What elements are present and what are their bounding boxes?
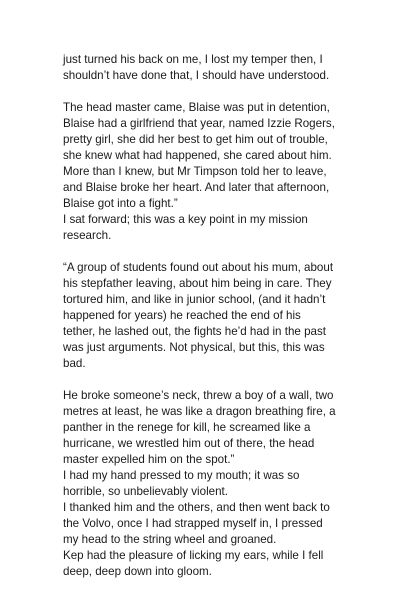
text-line: shouldn’t have done that, I should have understood. bbox=[63, 69, 330, 82]
text-line: More than I knew, but Mr Timpson told her to leave, bbox=[63, 165, 327, 178]
text-line: just turned his back on me, I lost my temper then, I bbox=[63, 53, 323, 66]
text-line: the Volvo, once I had strapped myself in, I pressed bbox=[63, 517, 323, 530]
text-line: I had my hand pressed to my mouth; it was so bbox=[63, 469, 300, 482]
text-line: hurricane, we wrestled him out of there, the head bbox=[63, 437, 315, 450]
text-line: pretty girl, she did her best to get him out of trouble, bbox=[63, 133, 328, 146]
paragraph-3 bbox=[63, 260, 381, 372]
document-page bbox=[63, 52, 381, 580]
text-line: research. bbox=[63, 229, 112, 242]
text-line: panther in the renege for kill, he screamed like a bbox=[63, 421, 311, 434]
text-line: I thanked him and the others, and then went back to bbox=[63, 501, 330, 514]
text-line: The head master came, Blaise was put in detention, bbox=[63, 101, 330, 114]
text-line: “A group of students found out about his mum, about bbox=[63, 261, 334, 274]
text-line: Kep had the pleasure of licking my ears, while I fell bbox=[63, 549, 324, 562]
paragraph-2 bbox=[63, 100, 381, 244]
paragraph-4 bbox=[63, 388, 381, 580]
text-line: happened for years) he reached the end of his bbox=[63, 309, 301, 322]
text-line: she knew what had happened, she cared about him. bbox=[63, 149, 332, 162]
paragraph-1 bbox=[63, 52, 381, 84]
text-line: my head to the string wheel and groaned. bbox=[63, 533, 277, 546]
text-line: Blaise had a girlfriend that year, named Izzie Rogers, bbox=[63, 117, 335, 130]
text-line: was just arguments. Not physical, but this, this was bbox=[63, 341, 325, 354]
text-line: tether, he lashed out, the fights he’d had in the past bbox=[63, 325, 326, 338]
text-line: metres at least, he was like a dragon breathing fire, a bbox=[63, 405, 336, 418]
text-line: and Blaise broke her heart. And later that afternoon, bbox=[63, 181, 330, 194]
text-line: horrible, so unbelievably violent. bbox=[63, 485, 228, 498]
text-line: master expelled him on the spot.” bbox=[63, 453, 235, 466]
text-line: bad. bbox=[63, 357, 86, 370]
text-line: Blaise got into a fight.” bbox=[63, 197, 178, 210]
text-line: He broke someone’s neck, threw a boy of a wall, two bbox=[63, 389, 334, 402]
text-line: tortured him, and like in junior school, (and it hadn’t bbox=[63, 293, 326, 306]
text-line: deep, deep down into gloom. bbox=[63, 565, 212, 578]
text-line: his stepfather leaving, about him being in care. They bbox=[63, 277, 332, 290]
text-line: I sat forward; this was a key point in my mission bbox=[63, 213, 308, 226]
